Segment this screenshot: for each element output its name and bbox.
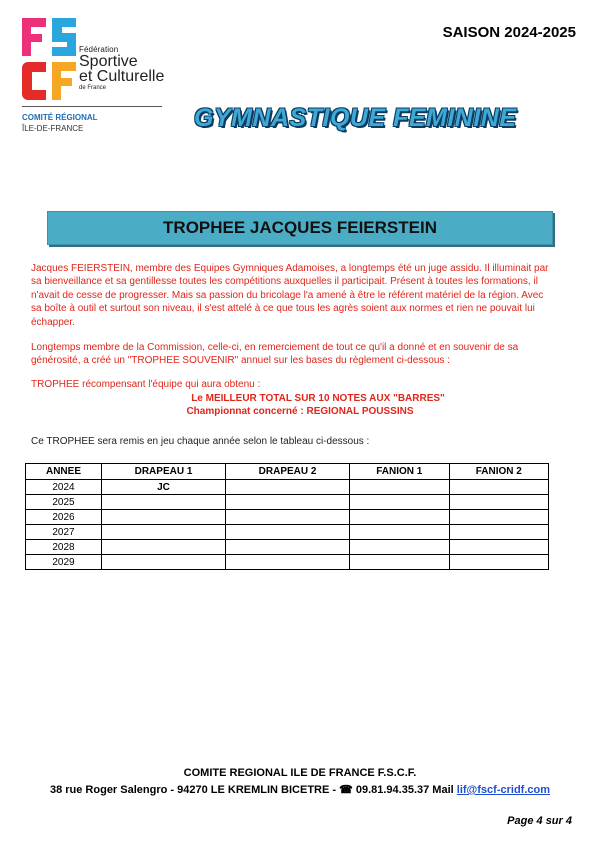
cell-year: 2024 bbox=[26, 480, 102, 495]
cell-year: 2028 bbox=[26, 540, 102, 555]
table-intro: Ce TROPHEE sera remis en jeu chaque année selon le tableau ci-dessous : bbox=[31, 436, 370, 447]
trophy-paragraph: TROPHEE récompensant l'équipe qui aura obtenu : bbox=[31, 379, 261, 390]
trophy-title-banner: TROPHEE JACQUES FEIERSTEIN bbox=[47, 211, 553, 245]
sport-title: GYMNASTIQUE FEMININE bbox=[194, 104, 517, 132]
cell-drapeau-1 bbox=[101, 555, 225, 570]
footer-address: 38 rue Roger Salengro - 94270 LE KREMLIN BICETRE - bbox=[49, 784, 340, 796]
logo-line-federation: Fédération bbox=[79, 45, 119, 54]
col-drapeau-2: DRAPEAU 2 bbox=[226, 464, 350, 480]
cell-year: 2026 bbox=[26, 510, 102, 525]
fscf-logo-mark bbox=[22, 18, 78, 102]
col-drapeau-1: DRAPEAU 1 bbox=[101, 464, 225, 480]
table-row bbox=[26, 525, 549, 540]
cell-drapeau-1 bbox=[101, 495, 225, 510]
commission-paragraph: Longtemps membre de la Commission, celle-ci, en remerciement de tout ce qu'il a donné et en souvenir de sa générosité, a créé un "TROPHEE SOUVENIR" annuel sur les bases du règlement ci-dessous : bbox=[31, 342, 519, 367]
footer-phone: 09.81.94.35.37 Mail bbox=[352, 784, 457, 796]
cell-drapeau-2 bbox=[226, 495, 350, 510]
phone-icon: ☎ bbox=[339, 784, 353, 796]
criteria-championship: Championnat concerné : REGIONAL POUSSINS bbox=[186, 406, 414, 418]
cell-fanion-2 bbox=[449, 555, 548, 570]
cell-fanion-2 bbox=[449, 540, 548, 555]
logo-line-sportive: Sportive bbox=[79, 53, 138, 70]
cell-fanion-2 bbox=[449, 480, 548, 495]
cell-fanion-1 bbox=[350, 510, 449, 525]
logo-wordmark bbox=[79, 45, 164, 91]
cell-fanion-2 bbox=[449, 495, 548, 510]
footer-contact bbox=[0, 783, 600, 796]
col-annee: ANNEE bbox=[26, 464, 102, 480]
cell-year: 2027 bbox=[26, 525, 102, 540]
table-row bbox=[26, 540, 549, 555]
cell-drapeau-1 bbox=[101, 510, 225, 525]
fscf-logo bbox=[22, 18, 172, 138]
logo-comite: COMITÉ RÉGIONAL bbox=[22, 113, 98, 122]
logo-divider bbox=[22, 106, 162, 107]
cell-fanion-1 bbox=[350, 555, 449, 570]
cell-drapeau-1 bbox=[101, 525, 225, 540]
logo-region: ÎLE-DE-FRANCE bbox=[22, 124, 84, 133]
criteria-best-total: Le MEILLEUR TOTAL SUR 10 NOTES AUX "BARRES" bbox=[191, 393, 445, 404]
col-fanion-2: FANION 2 bbox=[449, 464, 548, 480]
trophy-table bbox=[25, 463, 549, 570]
cell-drapeau-2 bbox=[226, 555, 350, 570]
cell-year: 2025 bbox=[26, 495, 102, 510]
cell-drapeau-2 bbox=[226, 525, 350, 540]
trophy-criteria bbox=[0, 392, 600, 418]
cell-drapeau-1: JC bbox=[101, 480, 225, 495]
cell-drapeau-2 bbox=[226, 540, 350, 555]
logo-line-france: de France bbox=[79, 85, 107, 91]
footer-organization: COMITE REGIONAL ILE DE FRANCE F.S.C.F. bbox=[183, 767, 417, 779]
cell-drapeau-2 bbox=[226, 480, 350, 495]
table-row bbox=[26, 510, 549, 525]
cell-drapeau-1 bbox=[101, 540, 225, 555]
intro-paragraph: Jacques FEIERSTEIN, membre des Equipes Gymniques Adamoises, a longtemps été un juge assidu. Il illuminait par sa bienveillance et sa gentillesse toutes les compétitions auxquelles il participait. Présent à toutes les formations, il n'avait de cesse de progresser. Mais sa passion du bricolage l'a amené à être le référent matériel de la région. Avec sa boîte à outil et surtout son niveau, il s'est attelé à ce que tous les agrès soient aux normes et rien ne pouvait lui échapper. bbox=[31, 263, 549, 328]
table-row bbox=[26, 480, 549, 495]
cell-fanion-1 bbox=[350, 540, 449, 555]
footer-email-link[interactable]: lif@fscf-cridf.com bbox=[456, 784, 551, 796]
cell-fanion-1 bbox=[350, 480, 449, 495]
table-header-row bbox=[26, 464, 549, 480]
cell-fanion-2 bbox=[449, 510, 548, 525]
table-row bbox=[26, 555, 549, 570]
cell-year: 2029 bbox=[26, 555, 102, 570]
cell-drapeau-2 bbox=[226, 510, 350, 525]
season-label: SAISON 2024-2025 bbox=[442, 24, 576, 41]
cell-fanion-1 bbox=[350, 495, 449, 510]
cell-fanion-1 bbox=[350, 525, 449, 540]
logo-line-culturelle: et Culturelle bbox=[79, 68, 165, 85]
table-row bbox=[26, 495, 549, 510]
cell-fanion-2 bbox=[449, 525, 548, 540]
col-fanion-1: FANION 1 bbox=[350, 464, 449, 480]
page-number: Page 4 sur 4 bbox=[507, 815, 572, 827]
